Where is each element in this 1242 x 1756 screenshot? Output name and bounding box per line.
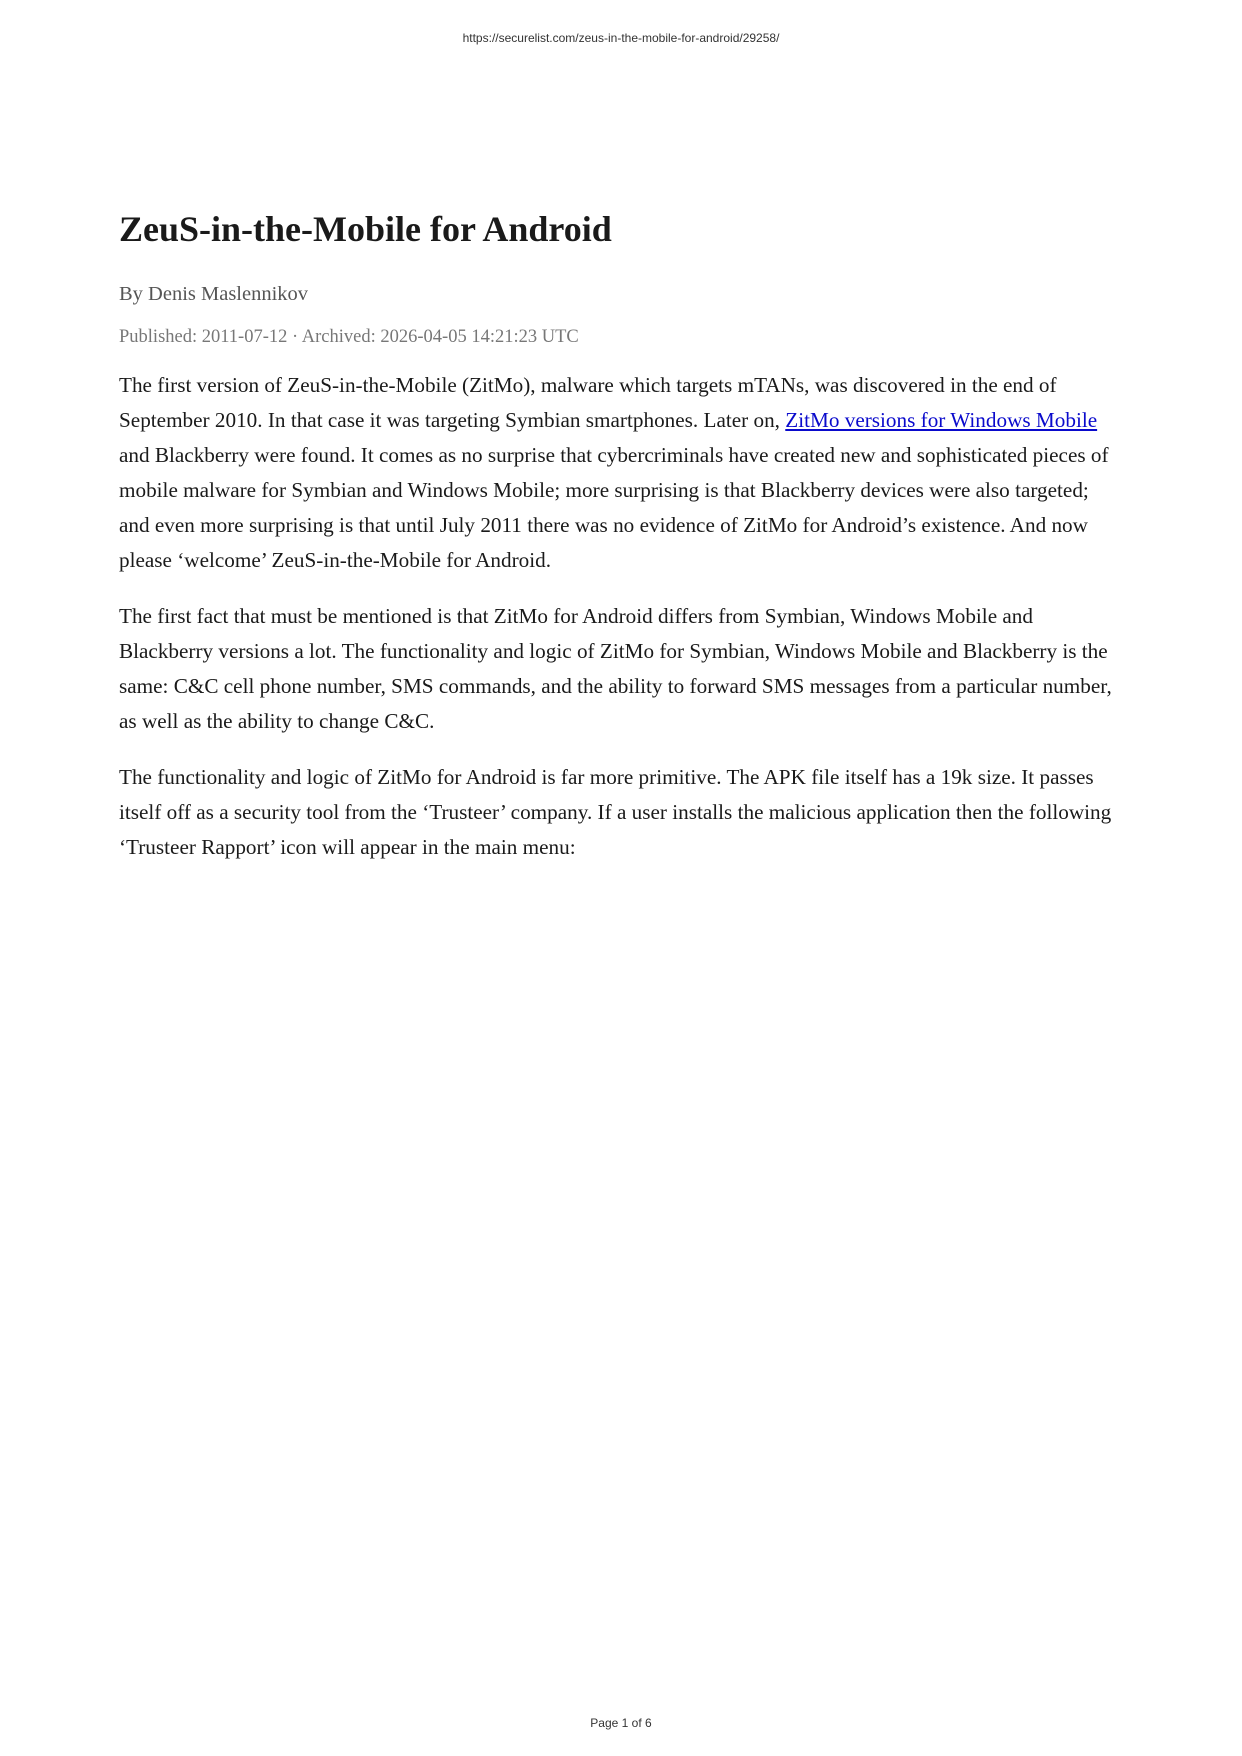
paragraph-intro xyxy=(119,368,1124,578)
article-title: ZeuS-in-the-Mobile for Android xyxy=(119,209,612,249)
article-byline: By Denis Maslennikov xyxy=(119,283,309,305)
article xyxy=(119,207,1124,886)
zitmo-windows-mobile-link[interactable]: ZitMo versions for Windows Mobile xyxy=(785,408,1098,432)
article-publish-meta: Published: 2011-07-12 · Archived: 2026-04-05 14:21:23 UTC xyxy=(119,327,579,347)
paragraph-intro-text-after-link: and Blackberry were found. It comes as no surprise that cybercriminals have created new and sophisticated pieces of mobile malware for Symbian and Windows Mobile; more surprising is that Blackberry devices were also targeted; and even more surprising is that until July 2011 there was no evidence of ZitMo for Android’s existence. And now please ‘welcome’ ZeuS-in-the-Mobile for Android. xyxy=(119,443,1109,572)
paragraph-android-functionality: The functionality and logic of ZitMo for Android is far more primitive. The APK file itself has a 19k size. It passes itself off as a security tool from the ‘Trusteer’ company. If a user installs the malicious application then the following ‘Trusteer Rapport’ icon will appear in the main menu: xyxy=(119,765,1112,859)
article-body xyxy=(119,368,1124,865)
paragraph-intro-text-before-link: The first version of ZeuS-in-the-Mobile (ZitMo), malware which targets mTANs, was discovered in the end of September 2010. In that case it was targeting Symbian smartphones. Later on, xyxy=(119,373,1057,432)
paragraph-differences: The first fact that must be mentioned is that ZitMo for Android differs from Symbian, Windows Mobile and Blackberry versions a lot. The functionality and logic of ZitMo for Symbian, Windows Mobile and Blackberry is the same: C&C cell phone number, SMS commands, and the ability to forward SMS messages from a particular number, as well as the ability to change C&C. xyxy=(119,604,1112,733)
print-header-url: https://securelist.com/zeus-in-the-mobile-for-android/29258/ xyxy=(462,31,780,45)
page-number: Page 1 of 6 xyxy=(590,1716,652,1730)
